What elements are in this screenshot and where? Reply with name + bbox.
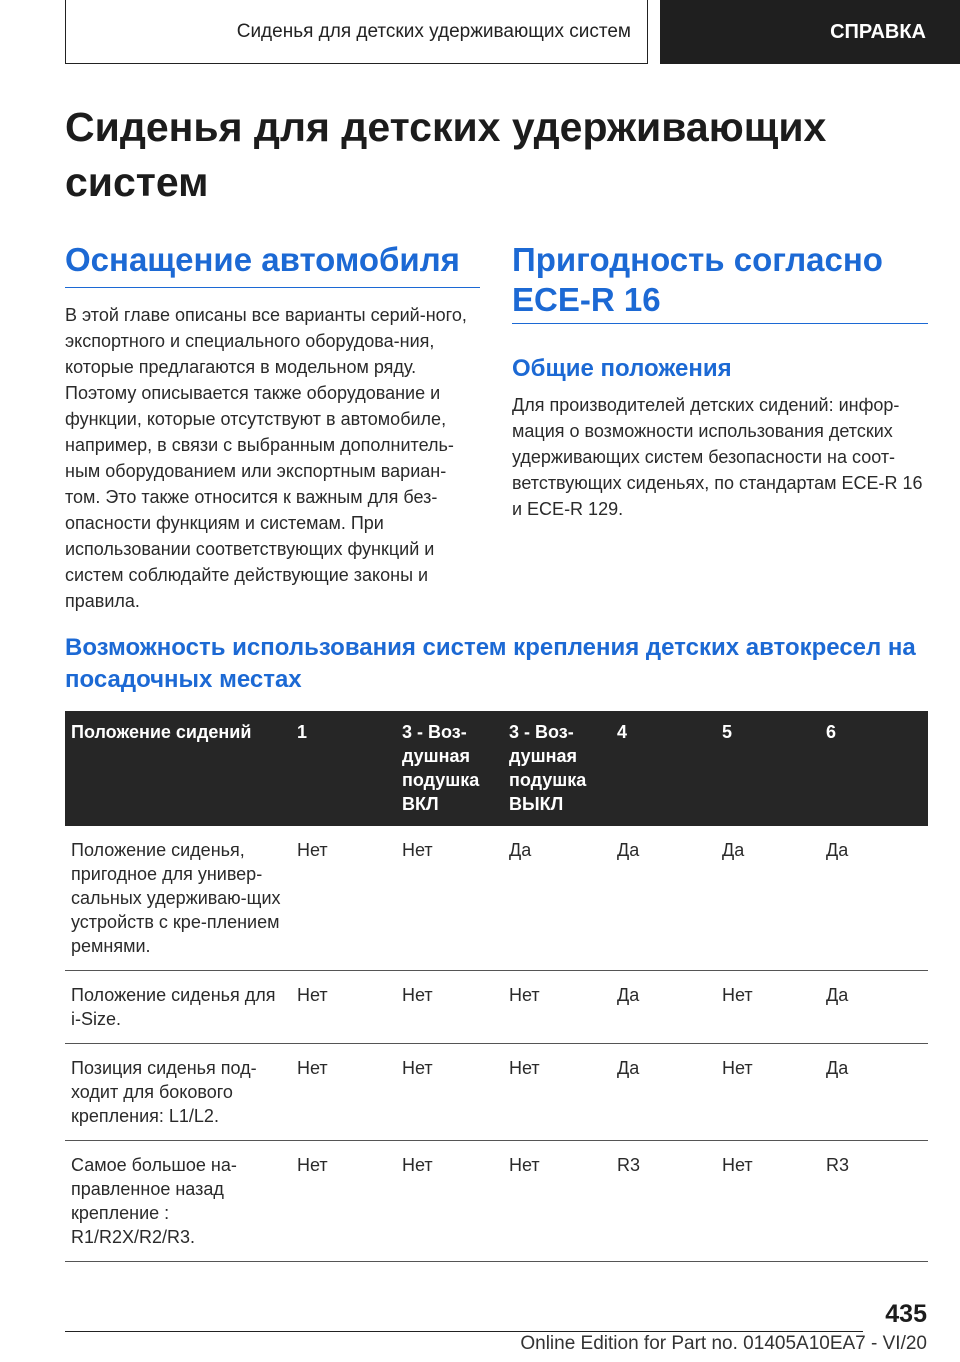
footer-edition: Online Edition for Part no. 01405A10EA7 - VI/20 bbox=[520, 1333, 927, 1354]
header-cell-3-airbag-off: 3 - Воз-душная подушка ВЫКЛ bbox=[503, 711, 611, 826]
table-cell: Нет bbox=[716, 971, 820, 1044]
table-cell: Да bbox=[820, 1044, 928, 1141]
header-cell-5: 5 bbox=[716, 711, 820, 826]
header-cell-4: 4 bbox=[611, 711, 716, 826]
table-row bbox=[65, 1141, 928, 1262]
table-header-row bbox=[65, 711, 928, 826]
table-cell: R3 bbox=[611, 1141, 716, 1262]
right-column bbox=[512, 240, 928, 522]
table-cell: Нет bbox=[503, 1044, 611, 1141]
table-cell: Нет bbox=[503, 1141, 611, 1262]
table-cell: Самое большое на-правленное назад крепление : R1/R2X/R2/R3. bbox=[65, 1141, 291, 1262]
table-cell: Нет bbox=[716, 1141, 820, 1262]
general-provisions-text: Для производителей детских сидений: инфор-мация о возможности использования детских удерживающих систем безопасности на соот-ветствующих сиденьях, по стандартам ECE-R 16 и ECE-R 129. bbox=[512, 395, 923, 519]
table-cell: Нет bbox=[291, 826, 396, 971]
table-cell: Нет bbox=[716, 1044, 820, 1141]
general-provisions-heading: Общие положения bbox=[512, 355, 732, 382]
table-cell: Положение сиденья для i-Size. bbox=[65, 971, 291, 1044]
table-cell: Нет bbox=[291, 1044, 396, 1141]
table-row bbox=[65, 971, 928, 1044]
table-cell: Да bbox=[716, 826, 820, 971]
table-cell: Нет bbox=[396, 1044, 503, 1141]
left-column bbox=[65, 240, 480, 614]
table-cell: R3 bbox=[820, 1141, 928, 1262]
vehicle-equipment-heading: Оснащение автомобиля bbox=[65, 240, 480, 288]
header-cell-1: 1 bbox=[291, 711, 396, 826]
table-cell: Нет bbox=[396, 971, 503, 1044]
header-cell-6: 6 bbox=[820, 711, 928, 826]
table-row bbox=[65, 1044, 928, 1141]
page-number: 435 bbox=[885, 1300, 927, 1328]
table-heading: Возможность использования систем крепления детских автокресел на посадочных местах bbox=[65, 634, 916, 693]
header-chapter-title: Сиденья для детских удерживающих систем bbox=[236, 20, 631, 42]
table-cell: Нет bbox=[291, 1141, 396, 1262]
table-cell: Позиция сиденья под-ходит для бокового крепления: L1/L2. bbox=[65, 1044, 291, 1141]
table-cell: Да bbox=[611, 971, 716, 1044]
table-cell: Да bbox=[820, 971, 928, 1044]
vehicle-equipment-text: В этой главе описаны все варианты серий-ного, экспортного и специального оборудова-ния, которые предлагаются в модельном ряду. Поэтому описывается также оборудование и функции, которые отсутствуют в автомобиле, например, в связи с выбранным дополнитель-ным оборудованием или экспортным вариан-том. Это также относится к важным для без-опасности функциям и системам. При использовании соответствующих функций и систем соблюдайте действующие законы и правила. bbox=[65, 305, 467, 611]
table-cell: Нет bbox=[396, 1141, 503, 1262]
header-section-tab bbox=[660, 0, 960, 64]
page-title: Сиденья для детских удерживающих систем bbox=[65, 104, 827, 205]
ece-suitability-heading: Пригодность согласно ECE-R 16 bbox=[512, 240, 928, 324]
table-cell: Нет bbox=[291, 971, 396, 1044]
seat-compatibility-table bbox=[65, 711, 928, 1262]
header-chapter-box bbox=[65, 0, 648, 64]
table-cell: Положение сиденья, пригодное для универ-сальных удерживаю-щих устройств с кре-плением ремнями. bbox=[65, 826, 291, 971]
header-cell-seat-position: Положение сидений bbox=[65, 711, 291, 826]
table-cell: Да bbox=[820, 826, 928, 971]
header-section-label: СПРАВКА bbox=[830, 20, 926, 43]
footer-divider bbox=[65, 1331, 863, 1332]
table-cell: Да bbox=[611, 826, 716, 971]
header-cell-3-airbag-on: 3 - Воз-душная подушка ВКЛ bbox=[396, 711, 503, 826]
table-cell: Нет bbox=[503, 971, 611, 1044]
table-cell: Да bbox=[611, 1044, 716, 1141]
table-cell: Да bbox=[503, 826, 611, 971]
table-cell: Нет bbox=[396, 826, 503, 971]
table-row bbox=[65, 826, 928, 971]
